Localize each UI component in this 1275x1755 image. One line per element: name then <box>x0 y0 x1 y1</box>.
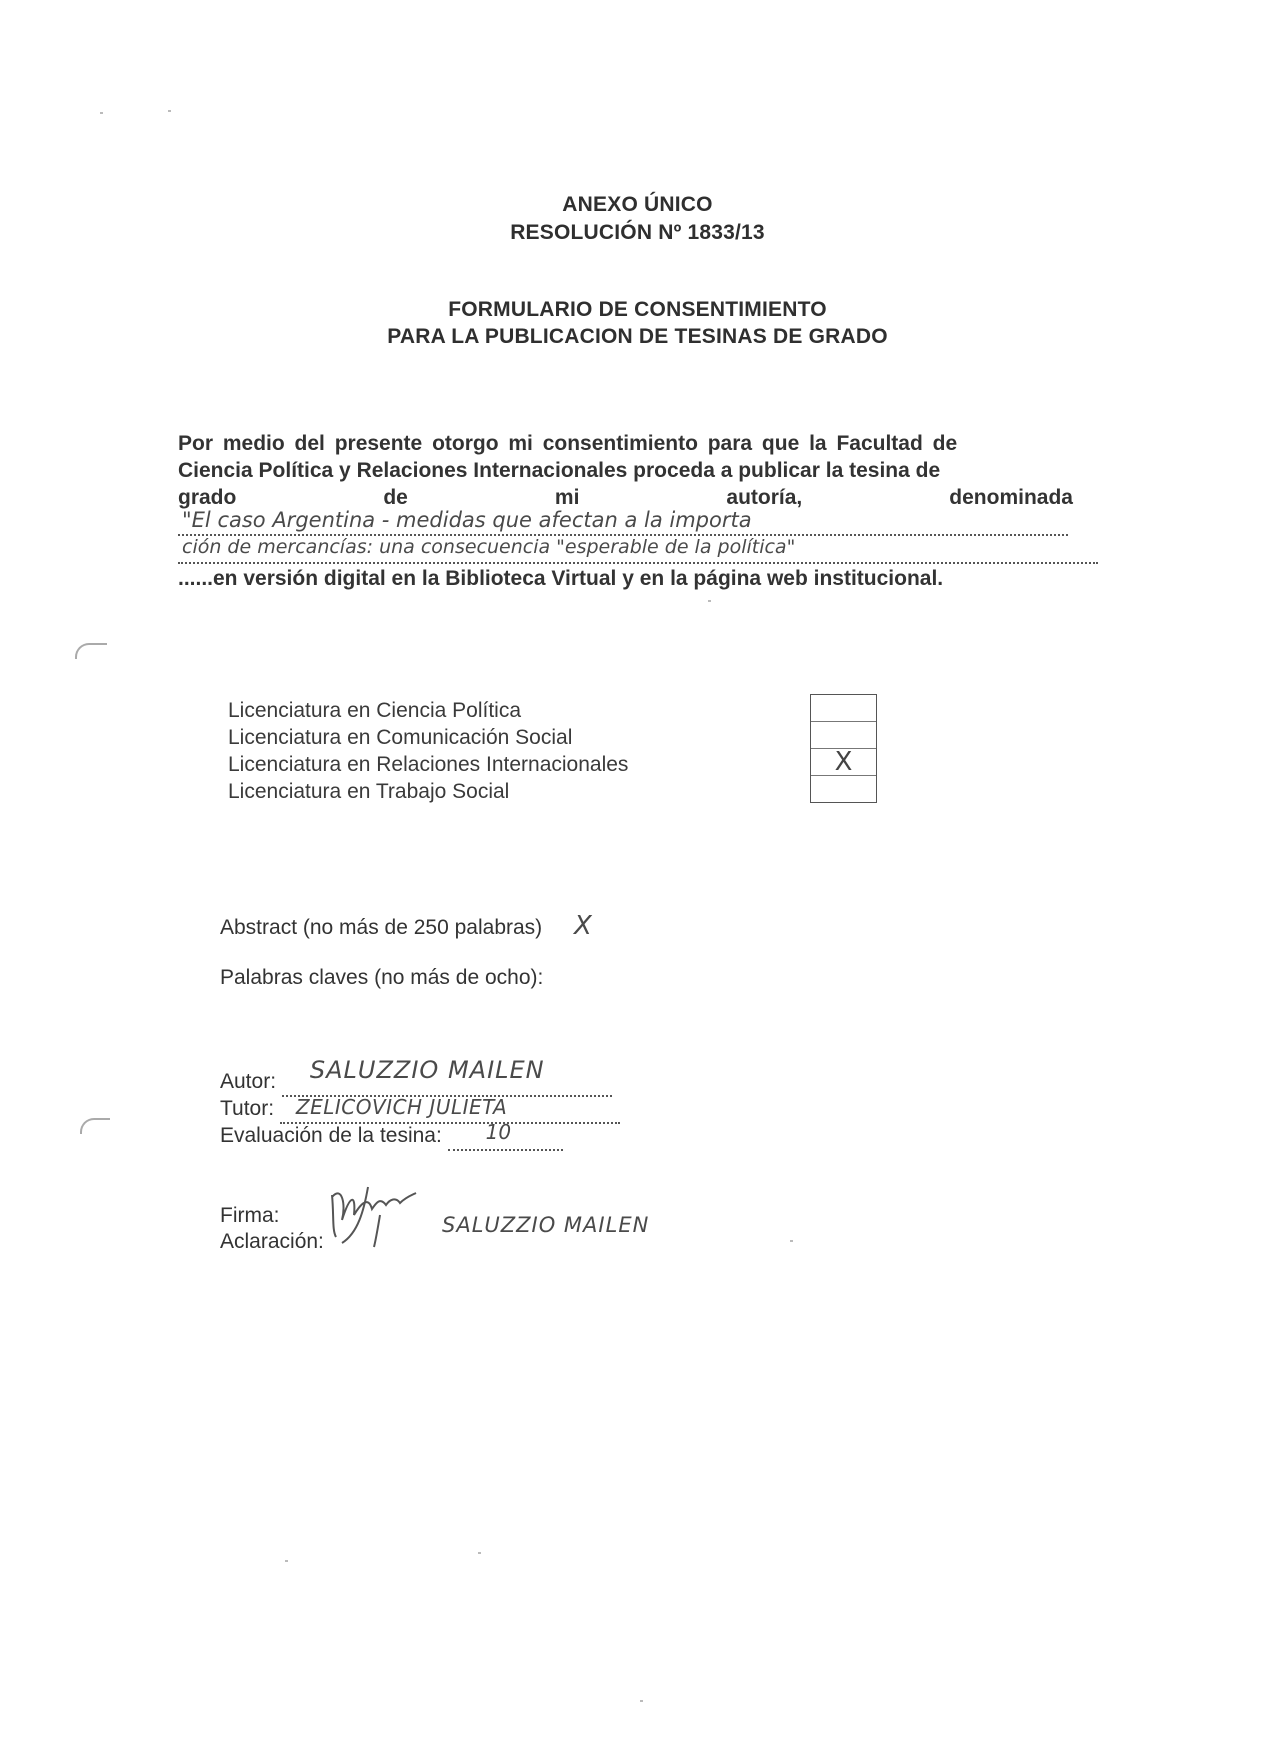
aclaracion-value[interactable]: SALUZZIO MAILEN <box>442 1213 650 1237</box>
degree-option-trabajo-social: Licenciatura en Trabajo Social <box>228 780 510 803</box>
autor-value: SALUZZIO MAILEN <box>309 1056 545 1084</box>
checkbox-comunicacion-social[interactable] <box>811 722 876 749</box>
scan-speck <box>790 1240 793 1242</box>
degree-option-relaciones-internacionales: Licenciatura en Relaciones Internacionales <box>228 753 629 776</box>
scan-speck <box>708 600 711 602</box>
thesis-title-line-2[interactable] <box>178 536 1098 562</box>
consent-line-last: ......en versión digital en la Biblioteca Virtual y en la página web institucional. <box>178 567 944 590</box>
tutor-row <box>220 1096 620 1122</box>
abstract-row <box>220 913 592 941</box>
word-de: de <box>383 486 408 509</box>
consent-line-1: Por medio del presente otorgo mi consentimiento para que la Facultad de <box>178 432 958 455</box>
consent-line-3 <box>178 484 1073 511</box>
tutor-label: Tutor: <box>220 1097 280 1120</box>
evaluacion-row <box>220 1120 563 1149</box>
autor-row <box>220 1056 612 1095</box>
scan-artifact-mark <box>75 643 107 659</box>
checkbox-trabajo-social[interactable] <box>811 776 876 802</box>
scan-speck <box>285 1560 288 1562</box>
signature-scribble[interactable] <box>320 1175 430 1250</box>
word-grado: grado <box>178 486 237 509</box>
thesis-title-handwritten-2: ción de mercancías: una consecuencia "esperable de la política" <box>182 536 796 558</box>
thesis-title-handwritten-1: "El caso Argentina - medidas que afectan a la importa <box>182 508 752 532</box>
consent-paragraph <box>178 430 1073 511</box>
dotted-line <box>178 562 1098 564</box>
consent-line-2: Ciencia Política y Relaciones Internacionales proceda a publicar la tesina de <box>178 459 941 482</box>
tutor-value: ZELICOVICH JULIETA <box>295 1095 508 1119</box>
degree-checkbox-column <box>810 694 877 803</box>
tutor-field[interactable] <box>280 1095 620 1122</box>
thesis-title-line-1[interactable] <box>178 508 1068 534</box>
word-autoria: autoría, <box>726 486 803 509</box>
word-denominada: denominada <box>949 486 1073 509</box>
scan-speck <box>640 1700 643 1702</box>
degree-option-comunicacion-social: Licenciatura en Comunicación Social <box>228 726 573 749</box>
firma-label: Firma: <box>220 1204 280 1227</box>
form-title: FORMULARIO DE CONSENTIMIENTO <box>448 298 827 321</box>
form-subtitle: PARA LA PUBLICACION DE TESINAS DE GRADO <box>387 325 888 348</box>
keywords-label: Palabras claves (no más de ocho): <box>220 966 544 989</box>
checkbox-ciencia-politica[interactable] <box>811 695 876 722</box>
scan-speck <box>168 110 171 112</box>
degree-option-ciencia-politica: Licenciatura en Ciencia Política <box>228 699 521 722</box>
checkbox-relaciones-internacionales[interactable]: X <box>811 749 876 776</box>
scan-speck <box>478 1552 481 1554</box>
evaluacion-value: 10 <box>485 1120 512 1144</box>
scan-speck <box>100 112 103 114</box>
abstract-label: Abstract (no más de 250 palabras) <box>220 916 543 939</box>
autor-field[interactable] <box>282 1056 612 1095</box>
evaluacion-label: Evaluación de la tesina: <box>220 1124 448 1147</box>
abstract-mark[interactable]: X <box>574 911 592 941</box>
evaluacion-field[interactable] <box>448 1120 563 1149</box>
aclaracion-label: Aclaración: <box>220 1230 324 1253</box>
word-mi: mi <box>554 486 580 509</box>
autor-label: Autor: <box>220 1070 282 1093</box>
annex-title: ANEXO ÚNICO <box>562 193 713 216</box>
resolution-number: RESOLUCIÓN Nº 1833/13 <box>510 221 765 244</box>
scan-artifact-mark <box>80 1118 110 1134</box>
